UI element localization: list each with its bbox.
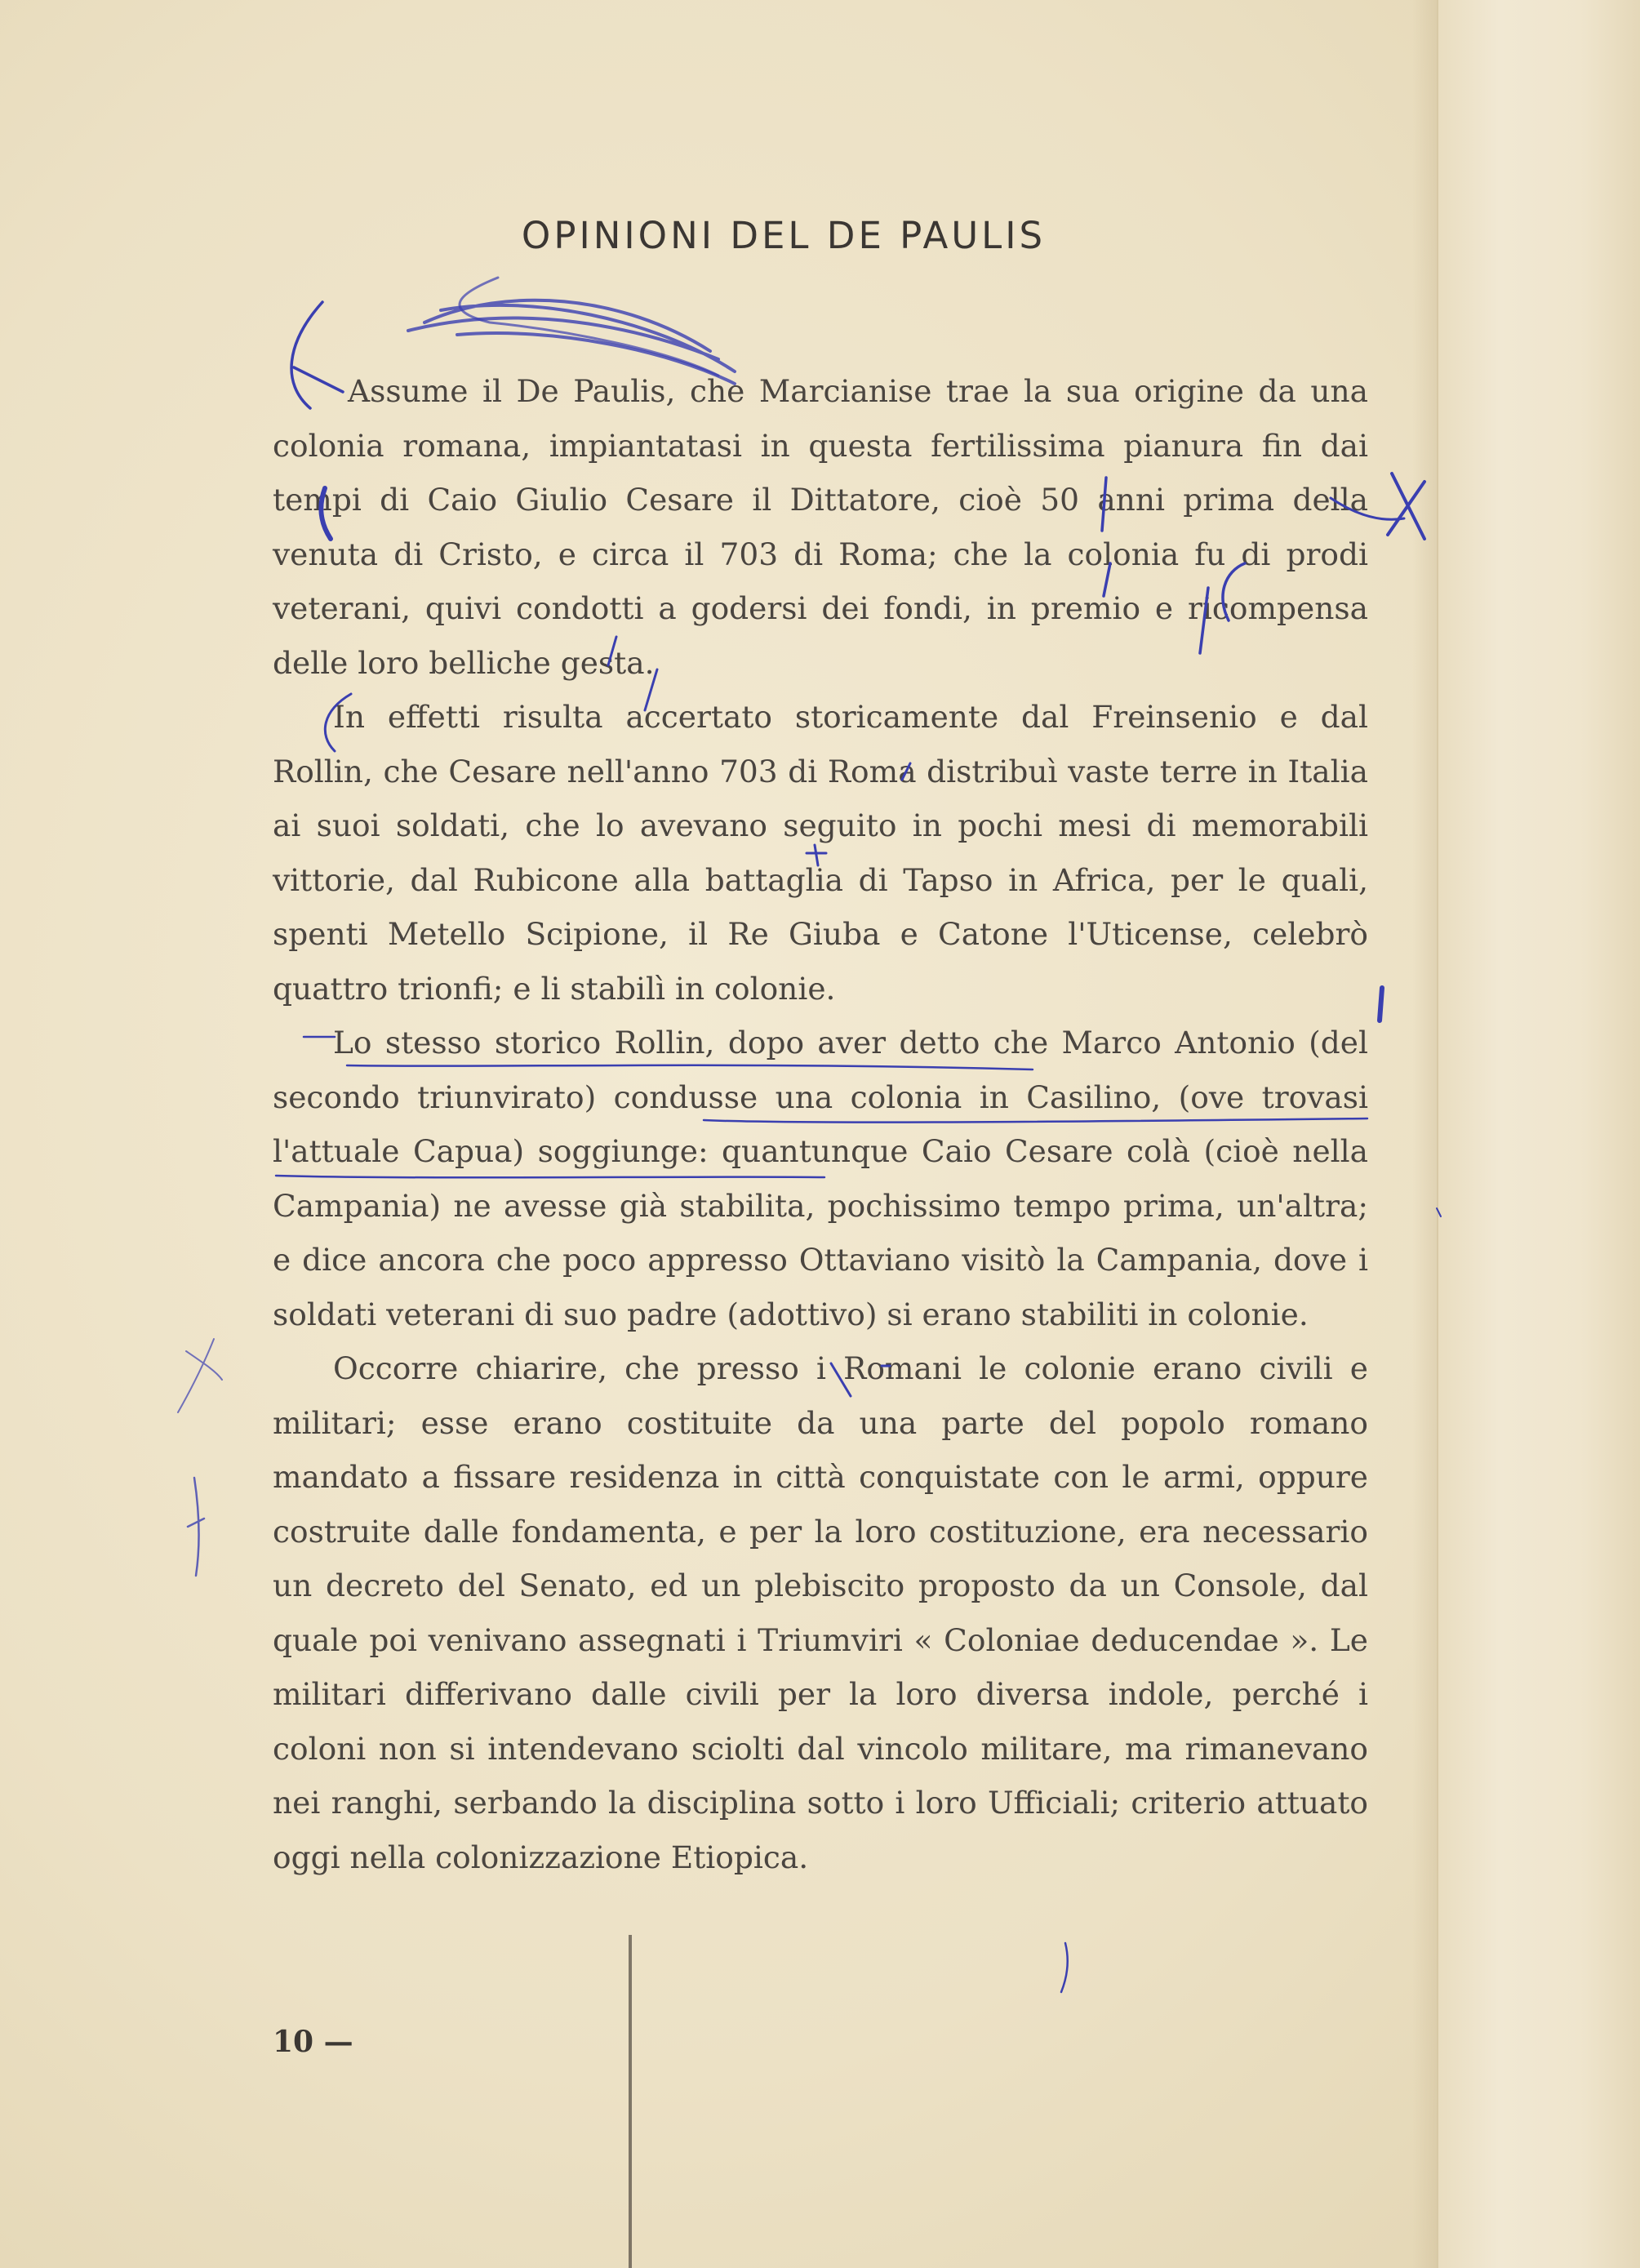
margin-cross-1 — [1388, 474, 1424, 539]
margin-bracket-1 — [291, 302, 343, 408]
scribble-strike — [408, 300, 735, 384]
margin-mark-3 — [188, 1478, 204, 1576]
underline-2 — [704, 1118, 1367, 1123]
underline-3 — [276, 1176, 824, 1177]
margin-stroke-1 — [1331, 498, 1404, 519]
scribble-curl — [460, 278, 718, 376]
paragraph-4: Occorre chiarire, che presso i Romani le colonie erano civili e militari; esse erano costituite da una parte del popolo romano mandato a fissare residenza in città conquistate con le armi, oppure costruite dalle fondamenta, e per la loro costituzione, era necessario un decreto del Senato, ed un plebiscito proposto da un Console, dal quale poi venivano assegnati i Triumviri « Coloniae deducendae ». Le militari differivano dalle civili per la loro diversa indole, perché i coloni non si intendevano sciolti dal vincolo militare, ma rimanevano nei ranghi, serbando la disciplina sotto i loro Ufficiali; criterio attuato oggi nella colonizzazione Etiopica. — [273, 1350, 1368, 1875]
paragraph-1: Assume il De Paulis, che Marcianise trae la sua origine da una colonia romana, impiantatasi in questa fertilissima pianura fin dai tempi di Caio Giulio Cesare il Dittatore, cioè 50 anni prima della venuta di Cristo, e circa il 703 di Roma; che la colonia fu di prodi veterani, quivi condotti a godersi dei fondi, in premio e ricompensa delle loro belliche gesta. — [273, 373, 1368, 681]
underline-1 — [347, 1065, 1033, 1070]
paragraph-3: Lo stesso storico Rollin, dopo aver detto che Marco Antonio (del secondo triunvirato) condusse una colonia in Casilino, (ove trovasi l'attuale Capua) soggiunge: quantunque Caio Cesare colà (cioè nella Campania) ne avesse già stabilita, pochissimo tempo prima, un'altra; e dice ancora che poco appresso Ottaviano visitò la Campania, dove i soldati veterani di suo padre (adottivo) si erano stabiliti in colonie. — [273, 1025, 1368, 1332]
margin-cross-2 — [178, 1339, 222, 1412]
margin-bracket-2 — [325, 694, 351, 751]
page-number: 10 — — [273, 2025, 353, 2059]
paragraph-2: In effetti risulta accertato storicamente dal Freinsenio e dal Rollin, che Cesare nell'anno 703 di Roma distribuì vaste terre in Italia ai suoi soldati, che lo avevano seguito in pochi mesi di memorabili vittorie, dal Rubicone alla battaglia di Tapso in Africa, per le quali, spenti Metello Scipione, il Re Giuba e Catone l'Uticense, celebrò quattro trionfi; e li stabilì in colonie. — [273, 699, 1368, 1007]
page-title: OPINIONI DEL DE PAULIS — [521, 214, 1047, 257]
